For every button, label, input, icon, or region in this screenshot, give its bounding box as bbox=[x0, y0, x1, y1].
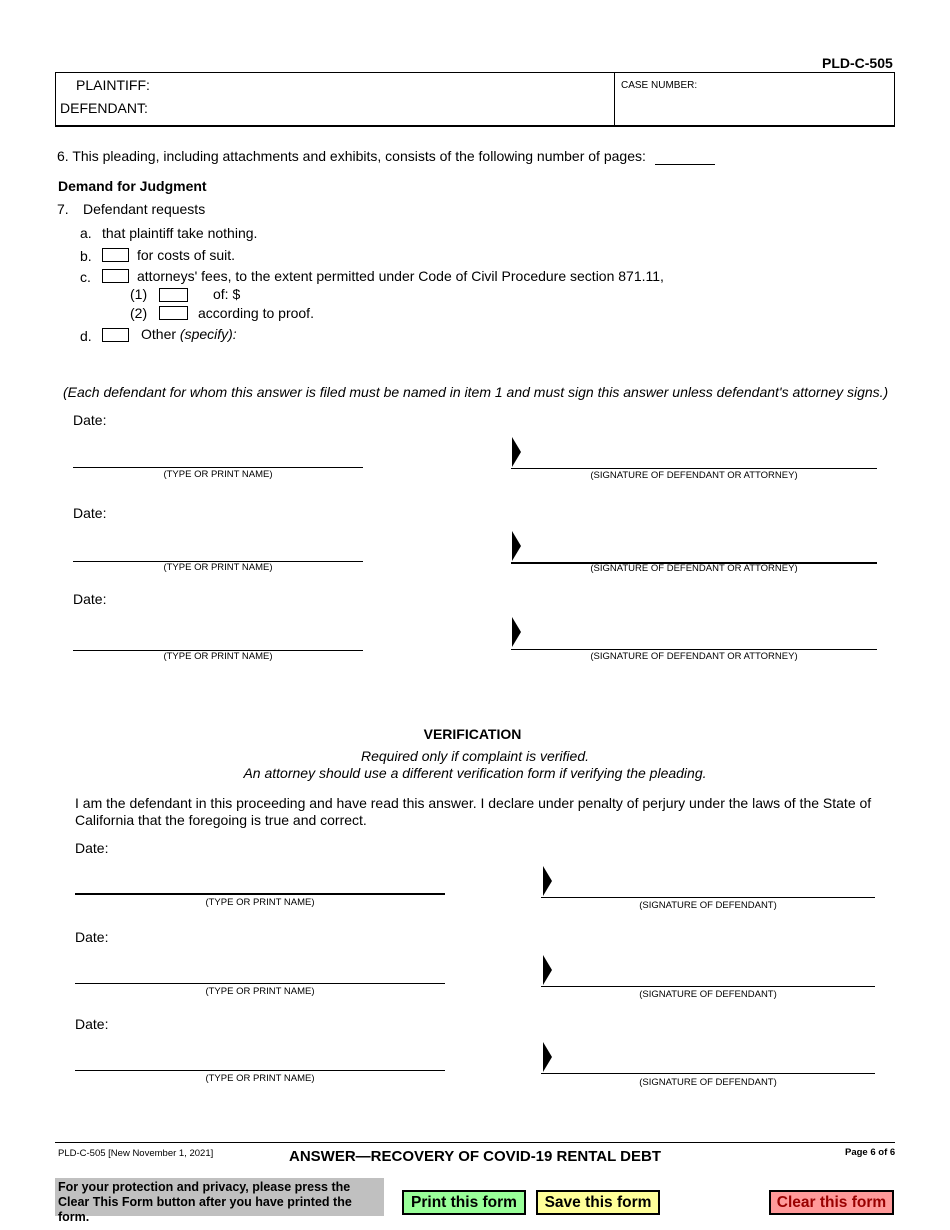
revision-date: PLD-C-505 [New November 1, 2021] bbox=[58, 1148, 214, 1159]
case-number-label: CASE NUMBER: bbox=[621, 80, 698, 91]
item7-text: Defendant requests bbox=[83, 201, 206, 217]
item7-number: 7. bbox=[57, 201, 69, 217]
according-to-proof-checkbox[interactable] bbox=[159, 306, 188, 320]
caption-box bbox=[55, 72, 895, 127]
page-count-field[interactable] bbox=[655, 164, 715, 165]
signature-line[interactable] bbox=[541, 897, 875, 898]
name-line[interactable] bbox=[75, 1070, 445, 1071]
other-label: Other bbox=[141, 326, 177, 342]
signature-caption: (SIGNATURE OF DEFENDANT OR ATTORNEY) bbox=[590, 470, 798, 481]
defendant-label: DEFENDANT: bbox=[60, 100, 148, 116]
name-caption: (TYPE OR PRINT NAME) bbox=[205, 1073, 315, 1084]
signature-arrow-icon bbox=[512, 437, 521, 467]
name-caption: (TYPE OR PRINT NAME) bbox=[205, 986, 315, 997]
other-checkbox[interactable] bbox=[102, 328, 129, 342]
item7a-text: that plaintiff take nothing. bbox=[102, 225, 258, 241]
item7c-text: attorneys' fees, to the extent permitted under Code of Civil Procedure section 871.11, bbox=[137, 268, 664, 284]
date-label: Date: bbox=[75, 929, 109, 945]
caption-divider bbox=[614, 73, 615, 127]
signature-caption: (SIGNATURE OF DEFENDANT OR ATTORNEY) bbox=[590, 651, 798, 662]
signature-line[interactable] bbox=[511, 649, 877, 650]
date-label: Date: bbox=[73, 412, 107, 428]
signature-arrow-icon bbox=[543, 955, 552, 985]
item7d-label: d. bbox=[80, 328, 92, 344]
item6-text: 6. This pleading, including attachments and exhibits, consists of the following number of pages: bbox=[57, 148, 646, 164]
signature-caption: (SIGNATURE OF DEFENDANT) bbox=[639, 1077, 777, 1088]
signature-arrow-icon bbox=[512, 531, 521, 561]
date-label: Date: bbox=[75, 1016, 109, 1032]
verification-line1: Required only if complaint is verified. bbox=[361, 748, 589, 764]
item7c2-text: according to proof. bbox=[198, 305, 314, 321]
name-caption: (TYPE OR PRINT NAME) bbox=[163, 562, 273, 573]
verification-body: I am the defendant in this proceeding and have read this answer. I declare under penalty of perjury under the laws of the State of California that the foregoing is true and correct. bbox=[75, 795, 872, 828]
name-caption: (TYPE OR PRINT NAME) bbox=[163, 469, 273, 480]
form-id: PLD-C-505 bbox=[822, 55, 893, 71]
demand-heading: Demand for Judgment bbox=[58, 178, 207, 194]
form-title: ANSWER—RECOVERY OF COVID-19 RENTAL DEBT bbox=[289, 1148, 661, 1165]
item7c2-label: (2) bbox=[130, 305, 148, 321]
item7c1-label: (1) bbox=[130, 286, 148, 302]
date-label: Date: bbox=[73, 591, 107, 607]
item7b-label: b. bbox=[80, 248, 92, 264]
clear-button[interactable]: Clear this form bbox=[769, 1190, 894, 1215]
attorney-fees-checkbox[interactable] bbox=[102, 269, 129, 283]
footer-rule bbox=[55, 1142, 895, 1143]
name-line[interactable] bbox=[75, 983, 445, 984]
signature-arrow-icon bbox=[543, 1042, 552, 1072]
item7b-text: for costs of suit. bbox=[137, 247, 236, 263]
print-button[interactable]: Print this form bbox=[402, 1190, 526, 1215]
signature-caption: (SIGNATURE OF DEFENDANT) bbox=[639, 900, 777, 911]
signature-caption: (SIGNATURE OF DEFENDANT) bbox=[639, 989, 777, 1000]
item7a-label: a. bbox=[80, 225, 92, 241]
signature-line[interactable] bbox=[541, 1073, 875, 1074]
fees-amount-checkbox[interactable] bbox=[159, 288, 188, 302]
signature-line[interactable] bbox=[511, 468, 877, 469]
save-button[interactable]: Save this form bbox=[536, 1190, 660, 1215]
name-caption: (TYPE OR PRINT NAME) bbox=[205, 897, 315, 908]
signature-arrow-icon bbox=[543, 866, 552, 896]
signature-line[interactable] bbox=[541, 986, 875, 987]
specify-label: (specify): bbox=[179, 326, 237, 342]
page-number: Page 6 of 6 bbox=[845, 1147, 896, 1158]
signing-note: (Each defendant for whom this answer is filed must be named in item 1 and must sign this answer unless defendant's attorney signs.) bbox=[63, 384, 889, 400]
costs-checkbox[interactable] bbox=[102, 248, 129, 262]
item7d-text bbox=[141, 326, 237, 342]
plaintiff-label: PLAINTIFF: bbox=[76, 77, 150, 93]
date-label: Date: bbox=[75, 840, 109, 856]
item7c1-text: of: $ bbox=[213, 286, 241, 302]
name-line[interactable] bbox=[75, 893, 445, 895]
signature-caption: (SIGNATURE OF DEFENDANT OR ATTORNEY) bbox=[590, 563, 798, 574]
privacy-note: For your protection and privacy, please press the Clear This Form button after you have printed the form. bbox=[55, 1178, 384, 1216]
date-label: Date: bbox=[73, 505, 107, 521]
name-caption: (TYPE OR PRINT NAME) bbox=[163, 651, 273, 662]
verification-line2: An attorney should use a different verification form if verifying the pleading. bbox=[243, 765, 707, 781]
name-line[interactable] bbox=[73, 467, 363, 468]
item7c-label: c. bbox=[80, 269, 91, 285]
signature-arrow-icon bbox=[512, 617, 521, 647]
verification-title: VERIFICATION bbox=[423, 726, 522, 742]
